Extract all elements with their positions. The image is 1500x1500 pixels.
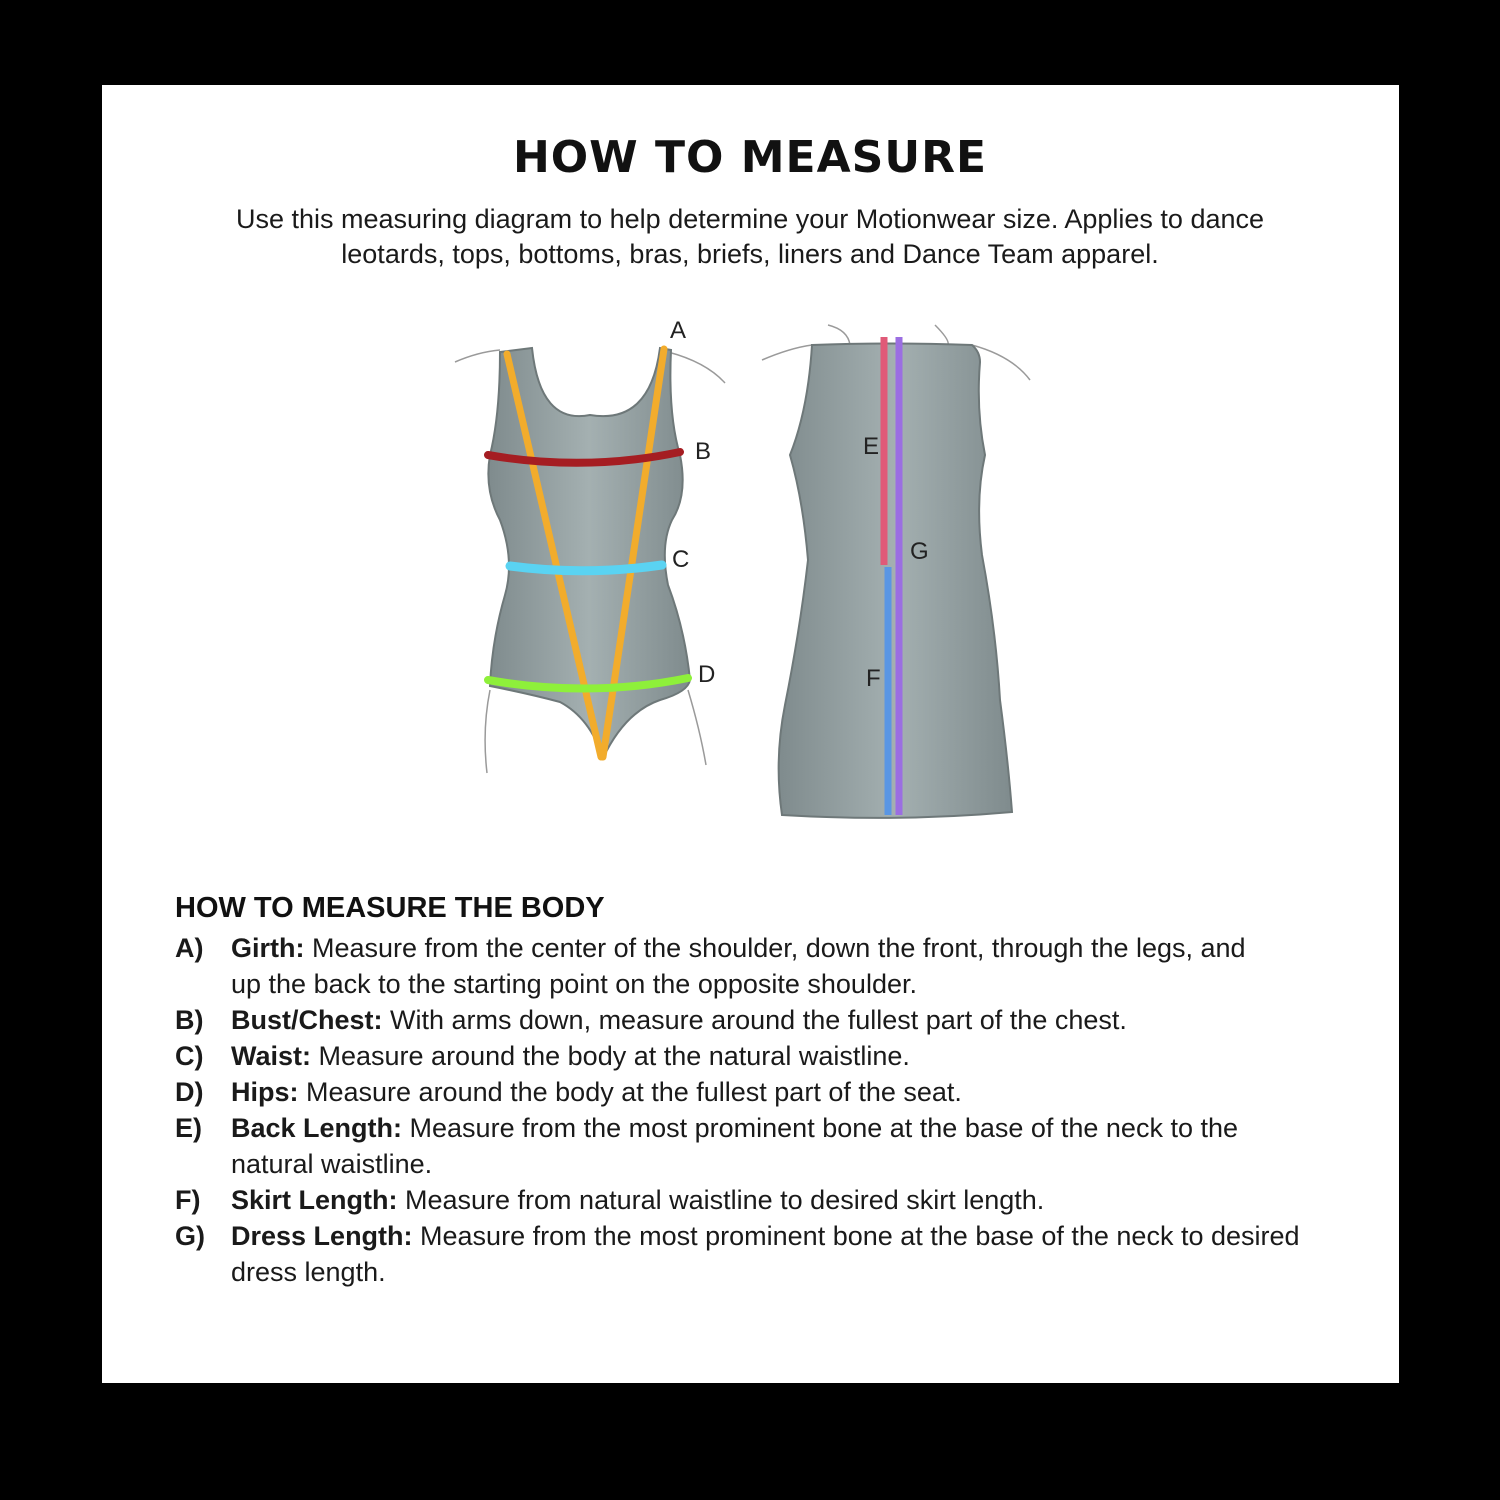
item-text-continued: dress length. [231,1257,386,1287]
measurement-list [175,930,1375,1290]
section-title: HOW TO MEASURE THE BODY [175,892,605,924]
item-term: Waist: [231,1041,311,1071]
subtitle-line-2: leotards, tops, bottoms, bras, briefs, liners and Dance Team apparel. [341,239,1159,269]
list-item [175,1110,1375,1182]
item-text: Measure from natural waistline to desired skirt length. [397,1185,1045,1215]
item-term: Girth: [231,933,305,963]
label-d: D [698,661,716,688]
label-f: F [866,665,881,692]
item-text-continued: up the back to the starting point on the opposite shoulder. [231,969,917,999]
label-g: G [910,538,929,565]
label-a: A [670,317,687,344]
item-text: Measure from the center of the shoulder, down the front, through the legs, and [304,933,1246,963]
subtitle-line-1: Use this measuring diagram to help determine your Motionwear size. Applies to dance [235,204,1265,234]
item-term: Bust/Chest: [231,1005,383,1035]
leotard-front-figure [455,317,725,773]
item-letter: C) [175,1041,204,1071]
item-text: Measure from the most prominent bone at the base of the neck to desired [412,1221,1300,1251]
item-text: Measure from the most prominent bone at the base of the neck to the [402,1113,1239,1143]
list-item [175,1038,1375,1074]
item-letter: G) [175,1221,205,1251]
list-item [175,1182,1375,1218]
item-term: Skirt Length: [231,1185,398,1215]
item-letter: F) [175,1185,201,1215]
list-item [175,1218,1375,1290]
label-e: E [863,433,880,460]
list-item [175,930,1375,1002]
item-text-continued: natural waistline. [231,1149,433,1179]
item-term: Back Length: [231,1113,403,1143]
list-item [175,1002,1375,1038]
item-text: Measure around the body at the natural waistline. [311,1041,910,1071]
item-term: Hips: [231,1077,299,1107]
label-c: C [672,546,690,573]
item-letter: E) [175,1113,202,1143]
item-letter: D) [175,1077,204,1107]
item-text: With arms down, measure around the fullest part of the chest. [382,1005,1127,1035]
list-item [175,1074,1375,1110]
dress-back-figure [762,325,1030,818]
item-letter: A) [175,933,204,963]
item-letter: B) [175,1005,204,1035]
label-b: B [695,438,712,465]
dress-back-shape [779,344,1012,818]
item-text: Measure around the body at the fullest part of the seat. [298,1077,962,1107]
item-term: Dress Length: [231,1221,413,1251]
page-title: HOW TO MEASURE [512,132,988,183]
